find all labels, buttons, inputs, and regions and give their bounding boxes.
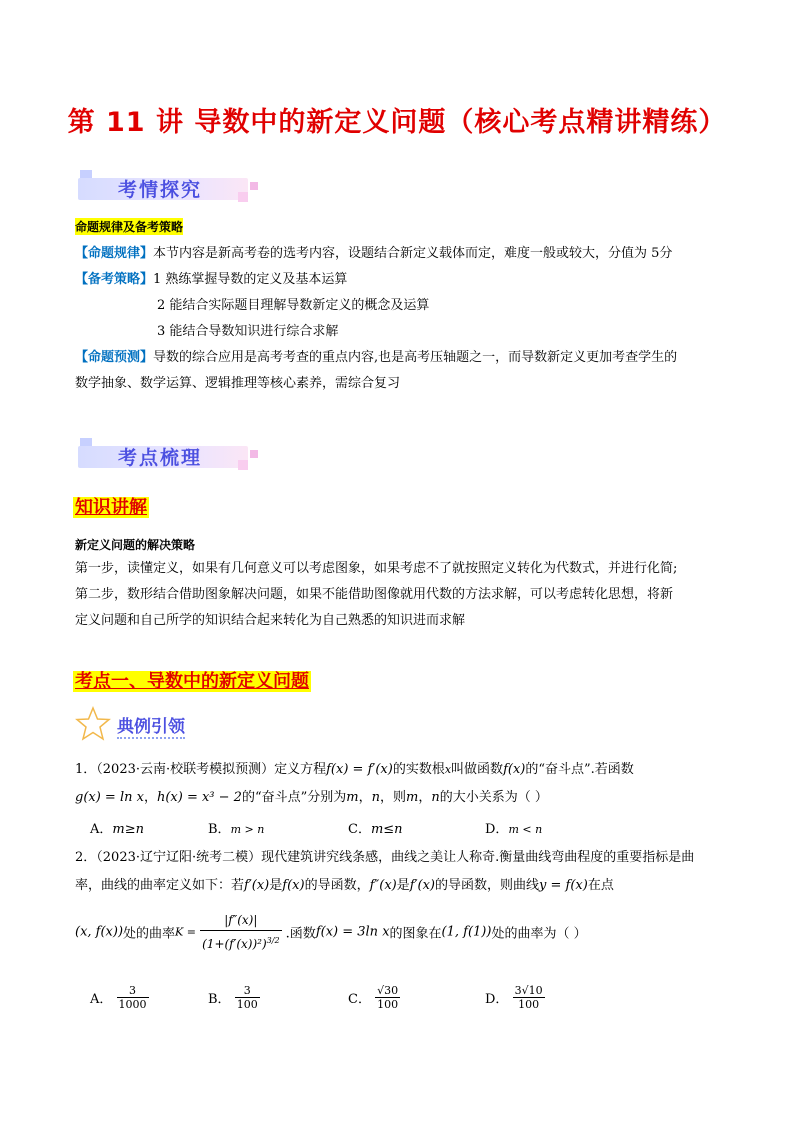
method-heading: 新定义问题的解决策略 [75, 538, 196, 552]
q1-text: 的“奋斗点”分别为 [241, 790, 347, 805]
method-line: 第一步，读懂定义，如果有几何意义可以考虑图象，如果考虑不了就按照定义转化为代数式，并进行化简; [75, 561, 678, 576]
q1-option-d[interactable]: D．m < n [485, 822, 543, 837]
q1-option-b[interactable]: B．m > n [208, 822, 265, 837]
q1-option-a[interactable]: A．m≥n [90, 822, 144, 837]
method-line: 第二步，数形结合借助图象解决问题，如果不能借助图像就用代数的方法求解，可以考虑转化思想，将新 [75, 587, 674, 602]
curvature-formula: $\frac{|f''(x)|}{(1+(f'(x))^2)^{3/2}}$ [200, 910, 281, 954]
strategy-heading: 命题规律及备考策略 [75, 220, 184, 234]
section-heading: 考点一、导数中的新定义问题 [75, 671, 309, 692]
q1-equation: f(x) = f′(x) [326, 762, 393, 777]
question-2-line-1: 2．（2023·辽宁辽阳·统考二模）现代建筑讲究线条感，曲线之美让人称奇.衡量曲线弯曲程度的重要指标是曲 [75, 850, 695, 865]
banner-label: 考点梳理 [118, 447, 203, 469]
q2-option-b[interactable]: B． $\frac{3}{100}$ [208, 984, 258, 1011]
q1-text: 1．（2023·云南·校联考模拟预测）定义方程 [75, 762, 327, 777]
example-heading-label: 典例引领 [117, 712, 185, 739]
q2-option-c[interactable]: C． $\frac{√30}{100}$ [348, 984, 399, 1011]
predict-line: 数学抽象、数学运算、逻辑推理等核心素养，需综合复习 [75, 376, 401, 391]
question-2-line-3: (x, f(x))处的曲率K = $\frac{|f''(x)|}{(1+(f'(x))^2)^{3/2}}$ .函数f(x) = 3ln x的图象在(1, f(1))处的曲率为（ ） [75, 910, 587, 954]
q1-text: 的大小关系为（ ） [439, 790, 548, 805]
prep-paragraph [75, 268, 347, 292]
q1-option-c[interactable]: C．m≤n [348, 822, 403, 837]
method-line: 定义问题和自己所学的知识结合起来转化为自己熟悉的知识进而求解 [75, 613, 466, 628]
predict-label: 【命题预测】 [75, 350, 154, 365]
page-title: 第 11 讲 导数中的新定义问题（核心考点精讲精练） [67, 107, 727, 138]
section-banner-exam-analysis [78, 170, 268, 206]
q1-function-h: h(x) = x³ − 2 [156, 790, 242, 805]
example-heading [75, 706, 205, 742]
q1-var-m: m [346, 790, 359, 805]
q1-text: 的“奋斗点”.若函数 [525, 762, 634, 777]
q1-text: ，则 [379, 790, 406, 805]
q1-var-m: m [405, 790, 419, 805]
q1-var-n: n [431, 790, 440, 805]
question-2-line-2: 率，曲线的曲率定义如下：若f′(x)是f(x)的导函数，f″(x)是f′(x)的导函数，则曲线y = f(x)在点 [75, 878, 614, 893]
q1-text: 的实数根 [392, 762, 445, 777]
prep-item: 3 能结合导数知识进行综合求解 [157, 324, 339, 339]
prep-item: 1 熟练掌握导数的定义及基本运算 [153, 272, 348, 287]
q2-option-d[interactable]: D． $\frac{3√10}{100}$ [485, 984, 543, 1011]
prep-label: 【备考策略】 [75, 272, 154, 287]
q1-text: 叫做函数 [451, 762, 504, 777]
q1-function: f(x) [503, 762, 526, 777]
rule-label: 【命题规律】 [75, 246, 154, 261]
q1-function-g: g(x) = ln x [75, 790, 144, 805]
q2-option-a[interactable]: A． $\frac{3}{1000}$ [90, 984, 147, 1011]
q1-var-n: n [371, 790, 380, 805]
question-1-line-1 [75, 758, 634, 782]
rule-text: 本节内容是新高考卷的选考内容，设题结合新定义载体而定，难度一般或较大，分值为 5分 [153, 246, 673, 261]
q1-var: x [444, 763, 452, 776]
predict-line: 导数的综合应用是高考考查的重点内容,也是高考压轴题之一，而导数新定义更加考查学生的 [153, 350, 678, 365]
predict-paragraph [75, 346, 735, 370]
question-1-line-2: g(x) = ln x，h(x) = x³ − 2的“奋斗点”分别为m，n，则m，n的大小关系为（ ） [75, 790, 548, 805]
section-banner-key-points [78, 438, 268, 474]
banner-label: 考情探究 [118, 179, 203, 201]
star-icon [75, 706, 111, 742]
q1-text: ， [143, 790, 157, 805]
prep-item: 2 能结合实际题目理解导数新定义的概念及运算 [157, 298, 430, 313]
knowledge-heading: 知识讲解 [75, 497, 147, 518]
rule-paragraph [75, 242, 735, 266]
